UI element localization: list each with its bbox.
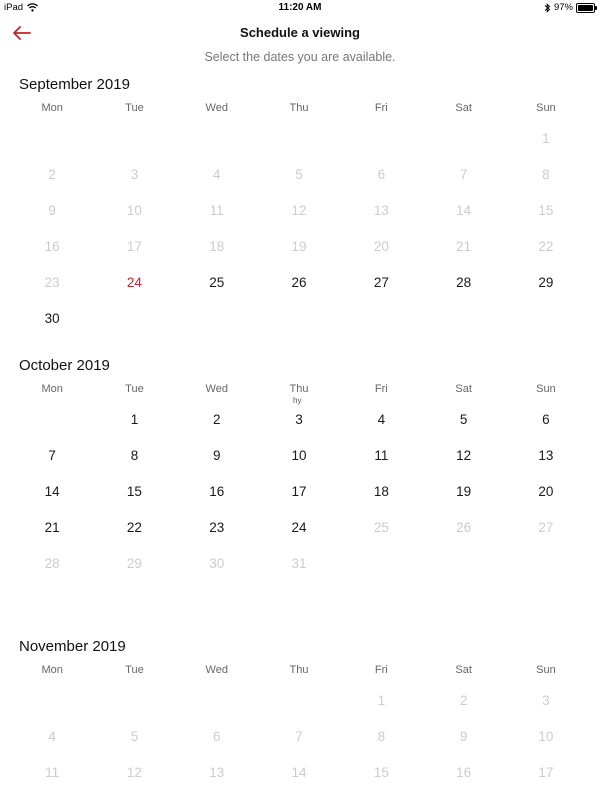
day-cell-disabled: 28 xyxy=(44,556,60,571)
day-cell-empty xyxy=(258,683,340,719)
day-grid xyxy=(11,402,587,582)
month-title: October 2019 xyxy=(19,357,110,374)
day-cell-empty xyxy=(340,121,422,157)
day-cell-disabled: 2 xyxy=(459,693,468,708)
weekday-label: Wed xyxy=(205,383,228,395)
day-cell-disabled: 18 xyxy=(209,239,225,254)
weekday-label: Mon xyxy=(41,383,63,395)
day-cell[interactable]: 10 xyxy=(291,448,307,463)
weekday-header xyxy=(11,664,587,676)
weekday-label: Thu xyxy=(289,383,309,395)
day-cell[interactable]: 12 xyxy=(456,448,472,463)
day-cell-disabled: 1 xyxy=(542,131,550,146)
day-cell[interactable]: 5 xyxy=(459,412,468,427)
day-cell-today[interactable]: 24 xyxy=(126,275,142,290)
day-cell[interactable]: 20 xyxy=(538,484,554,499)
day-grid xyxy=(11,683,587,791)
day-cell[interactable]: 30 xyxy=(44,311,60,326)
day-cell[interactable]: 21 xyxy=(44,520,60,535)
device-name: iPad xyxy=(4,2,24,13)
weekday-label: Sat xyxy=(455,102,472,114)
day-cell[interactable]: 29 xyxy=(538,275,554,290)
day-cell-empty xyxy=(93,683,175,719)
day-cell-disabled: 7 xyxy=(295,729,303,744)
weekday-label: Sun xyxy=(536,102,556,114)
day-cell[interactable]: 26 xyxy=(291,275,307,290)
day-cell[interactable]: 8 xyxy=(130,448,139,463)
day-cell[interactable]: 25 xyxy=(209,275,225,290)
battery-percent: 97% xyxy=(553,2,573,13)
day-cell-disabled: 3 xyxy=(130,167,139,182)
day-cell-disabled: 14 xyxy=(456,203,472,218)
day-cell-disabled: 4 xyxy=(212,167,221,182)
day-cell[interactable]: 22 xyxy=(126,520,142,535)
weekday-label: Fri xyxy=(374,102,388,114)
day-cell-empty xyxy=(258,121,340,157)
day-cell-disabled: 10 xyxy=(126,203,142,218)
month-title: November 2019 xyxy=(19,638,126,655)
day-cell[interactable]: 14 xyxy=(44,484,60,499)
battery-icon xyxy=(576,3,595,13)
status-bar xyxy=(0,0,600,16)
day-cell-disabled: 23 xyxy=(44,275,60,290)
weekday-label: Tue xyxy=(125,102,144,114)
day-cell[interactable]: 16 xyxy=(209,484,225,499)
day-cell-disabled: 19 xyxy=(291,239,307,254)
day-cell-disabled: 29 xyxy=(126,556,142,571)
day-cell-disabled: 9 xyxy=(48,203,56,218)
day-cell[interactable]: 13 xyxy=(538,448,554,463)
day-cell-disabled: 12 xyxy=(126,765,142,780)
weekday-label: Sat xyxy=(455,664,472,676)
day-cell[interactable]: 9 xyxy=(212,448,221,463)
weekday-label: Sun xyxy=(536,664,556,676)
day-cell[interactable]: 23 xyxy=(209,520,225,535)
weekday-label: Sun xyxy=(536,383,556,395)
day-cell-empty xyxy=(11,683,93,719)
day-cell-disabled: 10 xyxy=(538,729,554,744)
weekday-label: Fri xyxy=(374,383,388,395)
page-title: Schedule a viewing xyxy=(240,25,360,40)
day-cell-disabled: 12 xyxy=(291,203,307,218)
weekday-label: Sat xyxy=(455,383,472,395)
day-cell[interactable]: 17 xyxy=(291,484,307,499)
weekday-header xyxy=(11,383,587,395)
day-cell-disabled: 20 xyxy=(373,239,389,254)
day-cell-disabled: 8 xyxy=(377,729,386,744)
month-title: September 2019 xyxy=(19,76,130,93)
day-cell-disabled: 27 xyxy=(538,520,554,535)
weekday-label: Tue xyxy=(125,383,144,395)
weekday-label: Mon xyxy=(41,664,63,676)
weekday-label: Thu xyxy=(289,102,309,114)
day-cell[interactable]: 18 xyxy=(373,484,389,499)
day-cell-disabled: 15 xyxy=(373,765,389,780)
hover-text-fragment: hy xyxy=(293,396,302,405)
day-cell-disabled: 13 xyxy=(209,765,225,780)
weekday-label: Wed xyxy=(205,664,228,676)
day-cell-disabled: 31 xyxy=(291,556,307,571)
day-cell[interactable]: 4 xyxy=(377,412,386,427)
day-cell-disabled: 26 xyxy=(456,520,472,535)
day-cell[interactable]: 28 xyxy=(456,275,472,290)
day-cell-disabled: 2 xyxy=(48,167,56,182)
day-cell-disabled: 21 xyxy=(456,239,472,254)
day-cell-disabled: 17 xyxy=(538,765,554,780)
bluetooth-icon xyxy=(544,3,551,13)
weekday-header xyxy=(11,102,587,114)
day-cell-disabled: 11 xyxy=(45,765,60,780)
page-subtitle: Select the dates you are available. xyxy=(204,50,396,64)
day-cell-disabled: 13 xyxy=(373,203,389,218)
day-cell-empty xyxy=(176,683,258,719)
day-cell-disabled: 16 xyxy=(456,765,472,780)
day-cell[interactable]: 27 xyxy=(373,275,389,290)
battery-fill xyxy=(578,5,593,11)
day-cell-disabled: 8 xyxy=(542,167,550,182)
day-cell-disabled: 22 xyxy=(538,239,554,254)
day-cell[interactable]: 11 xyxy=(374,448,389,463)
day-cell[interactable]: 3 xyxy=(295,412,303,427)
day-cell-disabled: 15 xyxy=(538,203,554,218)
day-cell-disabled: 25 xyxy=(373,520,389,535)
day-cell-empty xyxy=(422,121,504,157)
day-cell-disabled: 4 xyxy=(48,729,56,744)
day-cell-disabled: 5 xyxy=(295,167,303,182)
day-cell[interactable]: 2 xyxy=(212,412,221,427)
weekday-label: Wed xyxy=(205,102,228,114)
day-cell-empty xyxy=(11,402,93,438)
day-cell-disabled: 11 xyxy=(209,203,224,218)
day-cell-empty xyxy=(11,121,93,157)
weekday-label: Thu xyxy=(289,664,309,676)
day-cell-disabled: 30 xyxy=(209,556,225,571)
day-cell-disabled: 14 xyxy=(291,765,307,780)
day-cell-disabled: 7 xyxy=(459,167,468,182)
weekday-label: Mon xyxy=(41,102,63,114)
day-cell[interactable]: 1 xyxy=(130,412,139,427)
day-cell-empty xyxy=(93,121,175,157)
day-cell-disabled: 3 xyxy=(542,693,550,708)
day-cell-disabled: 17 xyxy=(126,239,142,254)
day-cell[interactable]: 15 xyxy=(126,484,142,499)
day-cell-disabled: 5 xyxy=(130,729,139,744)
clock: 11:20 AM xyxy=(278,2,322,13)
day-cell[interactable]: 19 xyxy=(456,484,472,499)
day-cell[interactable]: 24 xyxy=(291,520,307,535)
day-cell-empty xyxy=(176,121,258,157)
day-cell-disabled: 6 xyxy=(377,167,386,182)
status-right xyxy=(544,2,595,13)
day-cell-disabled: 1 xyxy=(377,693,386,708)
weekday-label: Fri xyxy=(374,664,388,676)
weekday-label: Tue xyxy=(125,664,144,676)
day-cell-disabled: 16 xyxy=(44,239,60,254)
day-cell-disabled: 6 xyxy=(212,729,221,744)
day-cell[interactable]: 7 xyxy=(48,448,56,463)
day-grid xyxy=(11,121,587,337)
day-cell-disabled: 9 xyxy=(459,729,468,744)
day-cell[interactable]: 6 xyxy=(542,412,550,427)
